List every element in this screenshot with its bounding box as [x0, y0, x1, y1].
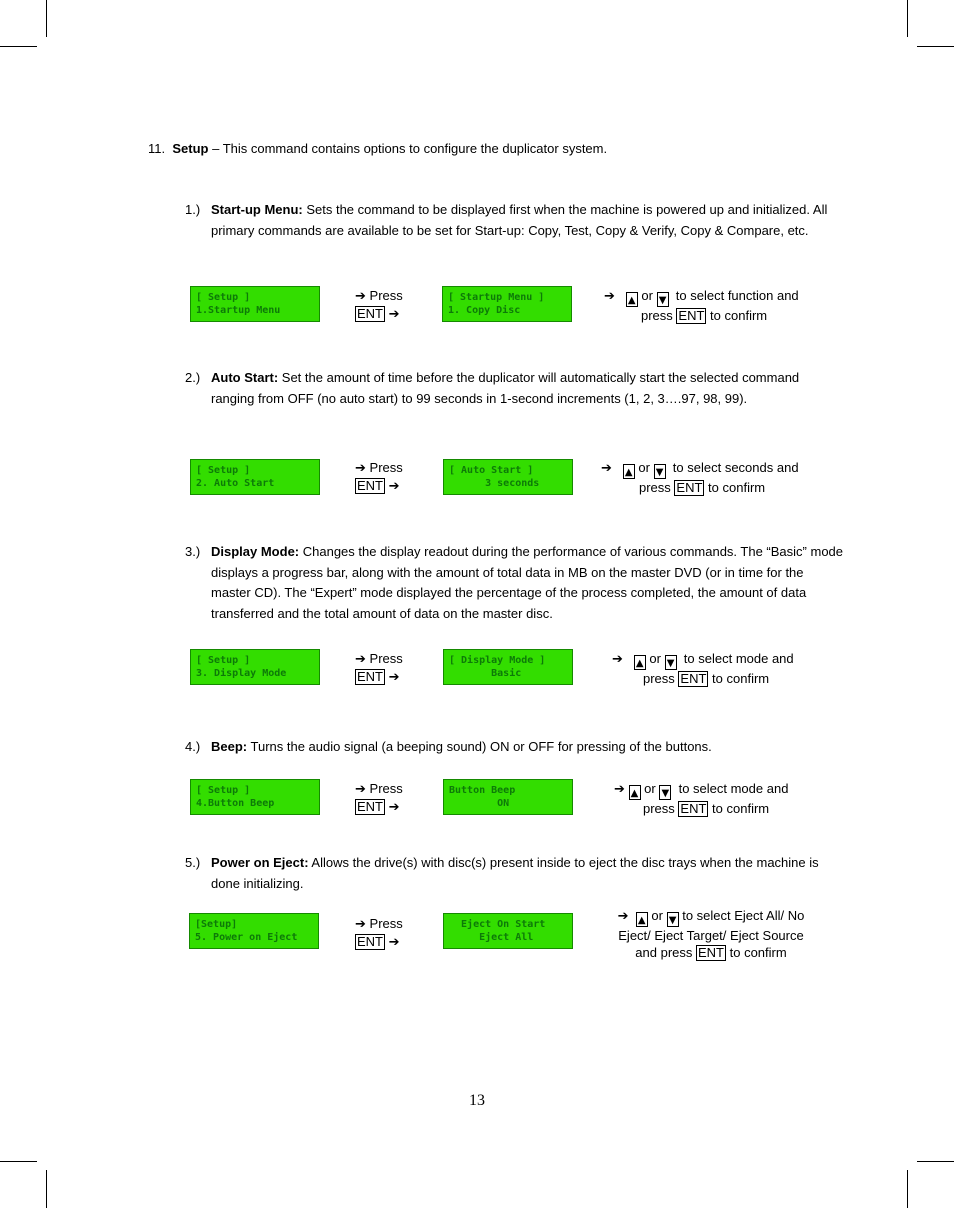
press-label: Press	[369, 460, 403, 475]
item-power-on-eject	[185, 853, 845, 894]
arrow-right-icon: ➔	[355, 461, 366, 476]
lcd-line: [ Startup Menu ]	[448, 292, 545, 303]
page-number: 13	[469, 1092, 485, 1109]
lcd-setup-auto-start	[190, 459, 320, 495]
item-text: Allows the drive(s) with disc(s) present inside to eject the disc trays when the machine is done initializing.	[211, 855, 819, 891]
confirm-label: to confirm	[708, 480, 766, 495]
down-arrow-key-icon: ▼	[657, 292, 669, 307]
ent-key: ENT	[357, 669, 383, 684]
arrow-right-icon: ➔	[388, 670, 400, 685]
ent-key: ENT	[676, 480, 703, 495]
press-ent-step	[355, 287, 403, 323]
item-number: 3.)	[185, 544, 201, 559]
press-label: Press	[369, 916, 403, 931]
item-title: Auto Start:	[211, 370, 279, 385]
instruction	[606, 907, 816, 961]
lcd-line: [ Setup ]	[196, 465, 251, 476]
press-ent-step	[355, 915, 403, 951]
item-display-mode	[185, 542, 845, 624]
lcd-startup-menu-copy-disc	[442, 286, 572, 322]
arrow-right-icon: ➔	[388, 307, 400, 322]
lcd-setup-display-mode	[190, 649, 320, 685]
down-arrow-key-icon: ▼	[654, 464, 666, 479]
section-text: – This command contains options to configure the duplicator system.	[208, 141, 608, 156]
arrow-right-icon: ➔	[388, 479, 400, 494]
up-arrow-key-icon: ▲	[629, 785, 641, 800]
item-number: 1.)	[185, 202, 201, 217]
item-text: Set the amount of time before the duplicator will automatically start the selected command ranging from OFF (no auto start) to 99 seconds in 1-second increments (1, 2, 3….97, 98, 99).	[211, 370, 800, 406]
press-ent-step	[355, 780, 403, 816]
lcd-line: 1.Startup Menu	[196, 305, 281, 316]
instruction-text: to select seconds and	[672, 460, 799, 475]
item-text: Turns the audio signal (a beeping sound) ON or OFF for pressing of the buttons.	[247, 739, 712, 754]
press-label: press	[641, 308, 673, 323]
arrow-right-icon: ➔	[355, 917, 366, 932]
press-label: press	[643, 801, 675, 816]
instruction-text: to select function and	[675, 288, 799, 303]
arrow-right-icon: ➔	[355, 782, 366, 797]
arrow-right-icon: ➔	[617, 909, 629, 924]
or-label: or	[649, 651, 661, 666]
instruction-text: Eject/ Eject Target/ Eject Source	[618, 928, 804, 943]
item-title: Start-up Menu:	[211, 202, 303, 217]
section-number: 11.	[148, 141, 166, 156]
arrow-right-icon: ➔	[355, 652, 366, 667]
lcd-line: [Setup]	[195, 919, 238, 930]
instruction-text: to select mode and	[683, 651, 794, 666]
crop-mark	[907, 0, 908, 37]
instruction	[601, 459, 799, 496]
or-label: or	[644, 781, 656, 796]
lcd-line: Basic	[449, 668, 522, 679]
crop-mark	[907, 1170, 908, 1208]
arrow-right-icon: ➔	[388, 935, 400, 950]
or-label: or	[638, 460, 650, 475]
press-ent-step	[355, 650, 403, 686]
item-auto-start	[185, 368, 845, 409]
lcd-line: [ Setup ]	[196, 785, 251, 796]
item-number: 4.)	[185, 739, 201, 754]
lcd-setup-power-on-eject	[189, 913, 319, 949]
lcd-line: ON	[449, 798, 510, 809]
instruction-text: to select mode and	[678, 781, 789, 796]
lcd-setup-startup-menu	[190, 286, 320, 322]
ent-key: ENT	[357, 478, 383, 493]
item-title: Power on Eject:	[211, 855, 309, 870]
press-label: Press	[369, 651, 403, 666]
lcd-line: Button Beep	[449, 785, 516, 796]
up-arrow-key-icon: ▲	[626, 292, 638, 307]
lcd-auto-start-seconds	[443, 459, 573, 495]
lcd-button-beep-on	[443, 779, 573, 815]
crop-mark	[46, 1170, 47, 1208]
press-ent-step	[355, 459, 403, 495]
lcd-line: 3. Display Mode	[196, 668, 287, 679]
instruction-text: to select Eject All/ No	[682, 908, 805, 923]
instruction	[612, 650, 794, 687]
press-label: and press	[635, 945, 693, 960]
ent-key: ENT	[357, 306, 383, 321]
ent-key: ENT	[698, 945, 724, 960]
up-arrow-key-icon: ▲	[634, 655, 646, 670]
ent-key: ENT	[680, 801, 707, 816]
item-title: Beep:	[211, 739, 248, 754]
crop-mark	[917, 1161, 954, 1162]
lcd-line: 3 seconds	[449, 478, 540, 489]
lcd-setup-button-beep	[190, 779, 320, 815]
lcd-display-mode-basic	[443, 649, 573, 685]
down-arrow-key-icon: ▼	[665, 655, 677, 670]
instruction	[604, 287, 799, 324]
press-label: press	[643, 671, 675, 686]
lcd-line: Eject On Start	[449, 919, 546, 930]
confirm-label: to confirm	[712, 801, 770, 816]
lcd-line: 1. Copy Disc	[448, 305, 521, 316]
arrow-right-icon: ➔	[355, 289, 366, 304]
lcd-line: 4.Button Beep	[196, 798, 275, 809]
crop-mark	[0, 1161, 37, 1162]
crop-mark	[917, 46, 954, 47]
lcd-line: [ Display Mode ]	[449, 655, 546, 666]
crop-mark	[46, 0, 47, 37]
item-startup-menu	[185, 200, 845, 241]
crop-mark	[0, 46, 37, 47]
ent-key: ENT	[680, 671, 707, 686]
ent-key: ENT	[357, 934, 383, 949]
item-beep	[185, 737, 845, 758]
press-label: Press	[369, 781, 403, 796]
confirm-label: to confirm	[712, 671, 770, 686]
arrow-right-icon: ➔	[612, 652, 623, 667]
up-arrow-key-icon: ▲	[623, 464, 635, 479]
press-label: press	[639, 480, 671, 495]
item-number: 2.)	[185, 370, 201, 385]
arrow-right-icon: ➔	[614, 782, 625, 797]
or-label: or	[651, 908, 663, 923]
ent-key: ENT	[678, 308, 705, 323]
lcd-eject-on-start	[443, 913, 573, 949]
item-text: Changes the display readout during the performance of various commands. The “Basic” mode displays a progress bar, along with the amount of total data in MB on the master DVD (or in time for the master CD). The “Expert” mode displayed the percentage of the process completed, the amount of data transferred and the total amount of data on the master disc.	[211, 544, 844, 621]
lcd-line: [ Setup ]	[196, 292, 251, 303]
lcd-line: [ Setup ]	[196, 655, 251, 666]
lcd-line: 5. Power on Eject	[195, 932, 298, 943]
lcd-line: 2. Auto Start	[196, 478, 275, 489]
arrow-right-icon: ➔	[388, 800, 400, 815]
arrow-right-icon: ➔	[604, 289, 615, 304]
confirm-label: to confirm	[729, 945, 787, 960]
lcd-line: [ Auto Start ]	[449, 465, 534, 476]
item-title: Display Mode:	[211, 544, 300, 559]
up-arrow-key-icon: ▲	[636, 912, 648, 927]
down-arrow-key-icon: ▼	[667, 912, 679, 927]
lcd-line: Eject All	[449, 932, 534, 943]
instruction	[614, 780, 788, 817]
item-number: 5.)	[185, 855, 201, 870]
arrow-right-icon: ➔	[601, 461, 612, 476]
section-title: Setup	[172, 141, 209, 156]
down-arrow-key-icon: ▼	[659, 785, 671, 800]
or-label: or	[641, 288, 653, 303]
ent-key: ENT	[357, 799, 383, 814]
item-text: Sets the command to be displayed first when the machine is powered up and initialized. All primary commands are available to be set for Start-up: Copy, Test, Copy & Verify, Copy & Compare, etc.	[211, 202, 828, 238]
confirm-label: to confirm	[710, 308, 768, 323]
section-intro	[148, 141, 607, 156]
press-label: Press	[369, 288, 403, 303]
